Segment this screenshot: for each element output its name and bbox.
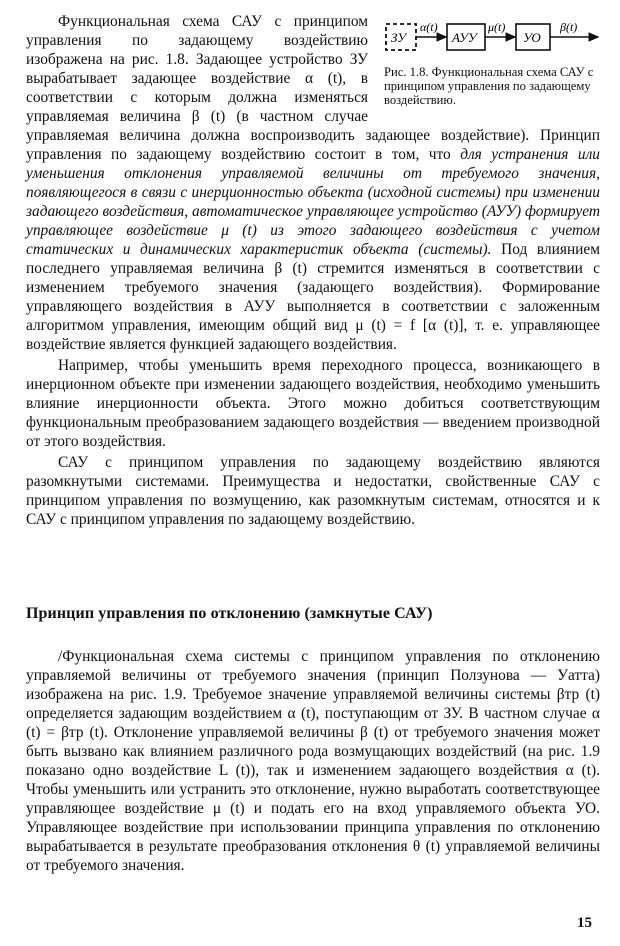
signal-alpha-label: α(t) <box>420 20 438 34</box>
section2-text <box>26 647 600 875</box>
paragraph-2: Например, чтобы уменьшить время переходного процесса, возникающего в инерционном объекте при изменении задающего воздействия, необходимо уменьшить влияние инерционности объекта. Этого можно добиться соответствующим функциональным преобразованием задающего воздействия — введением производной от этого воздействия. <box>26 357 600 450</box>
block-auu-label: АУУ <box>452 30 477 45</box>
figure-spacer <box>368 12 600 126</box>
paragraph-1-italic: для устранения или уменьшения отклонения управляемой величины от требуемого значения, появляющегося в связи с инерционностью объекта (исходной системы) при изменении задающего воздействия, автоматическое управляющее устройство (АУУ) формирует управляющее воздействие μ (t) из этого задающего воздействия с учетом статических и динамических характеристик объекта (системы). <box>26 146 600 258</box>
paragraph-1-plain: Принцип управления по задающему воздействию состоит в том, что <box>26 127 601 163</box>
signal-beta-label: β(t) <box>560 20 578 34</box>
paragraph-4: /Функциональная схема системы с принципом управления по отклонению управляемой величины от требуемого значения (принцип Ползунова — Уатта) изображена на рис. 1.9. Требуемое значение управляемой величины системы βтр (t) определяется задающим воздействием α (t), поступающим от ЗУ. В частном случае α (t) = βтр (t). Отклонение управляемой величины β (t) от требуемого значения может быть вызвано как влиянием различного рода возмущающих воздействий (на рис. 1.9 показано одно воздействие L (t)), так и изменением задающего воздействия α (t). Чтобы уменьшить или устранить это отклонение, нужно выработать соответствующее управляющее воздействие μ (t) и подать его на вход управляемого объекта УО. Управляющее воздействие при использовании принципа управления по отклонению вырабатывается в результате преобразования отклонения θ (t) управляемой величины от требуемого значения. <box>26 648 600 874</box>
paragraph-1-start: Функциональная схема САУ с принципом управления по задающему воздействию изображена на рис. 1.8. Задающее устройство ЗУ вырабатывает задающее воздействие α (t), в соответствии с которым должна изменяться управляемая величина β (t) (в частном случае управляемая величина должна воспроизводить задающее воздействие). <box>26 13 530 144</box>
section-title: Принцип управления по отклонению (замкнутые САУ) <box>26 605 433 622</box>
block-zu-label: ЗУ <box>391 30 407 45</box>
paragraph-1-end: Под влиянием последнего управляемая величина β (t) стремится изменяться в соответствии с изменением требуемого значения (задающего воздействия). Формирование управляющего воздействия в АУУ выполняется в соответствии с заложенным алгоритмом управления, имеющим общий вид μ (t) = f [α (t)], т. е. управляющее воздействие является функцией задающего воздействия. <box>26 241 600 353</box>
block-uo-label: УО <box>523 30 541 45</box>
page-number: 15 <box>577 915 592 931</box>
paragraph-1 <box>26 12 600 354</box>
paragraph-3: САУ с принципом управления по задающему воздействию являются разомкнутыми системами. Преимущества и недостатки, свойственные САУ с принципом управления по возмущению, как разомкнутым системам, относятся и к САУ с принципом управления по задающему воздействию. <box>26 454 600 528</box>
section1-text <box>26 12 600 529</box>
figure-caption: Рис. 1.8. Функциональная схема САУ с принципом управления по задающему воздействию. <box>384 65 594 107</box>
signal-mu-label: μ(t) <box>488 20 506 34</box>
